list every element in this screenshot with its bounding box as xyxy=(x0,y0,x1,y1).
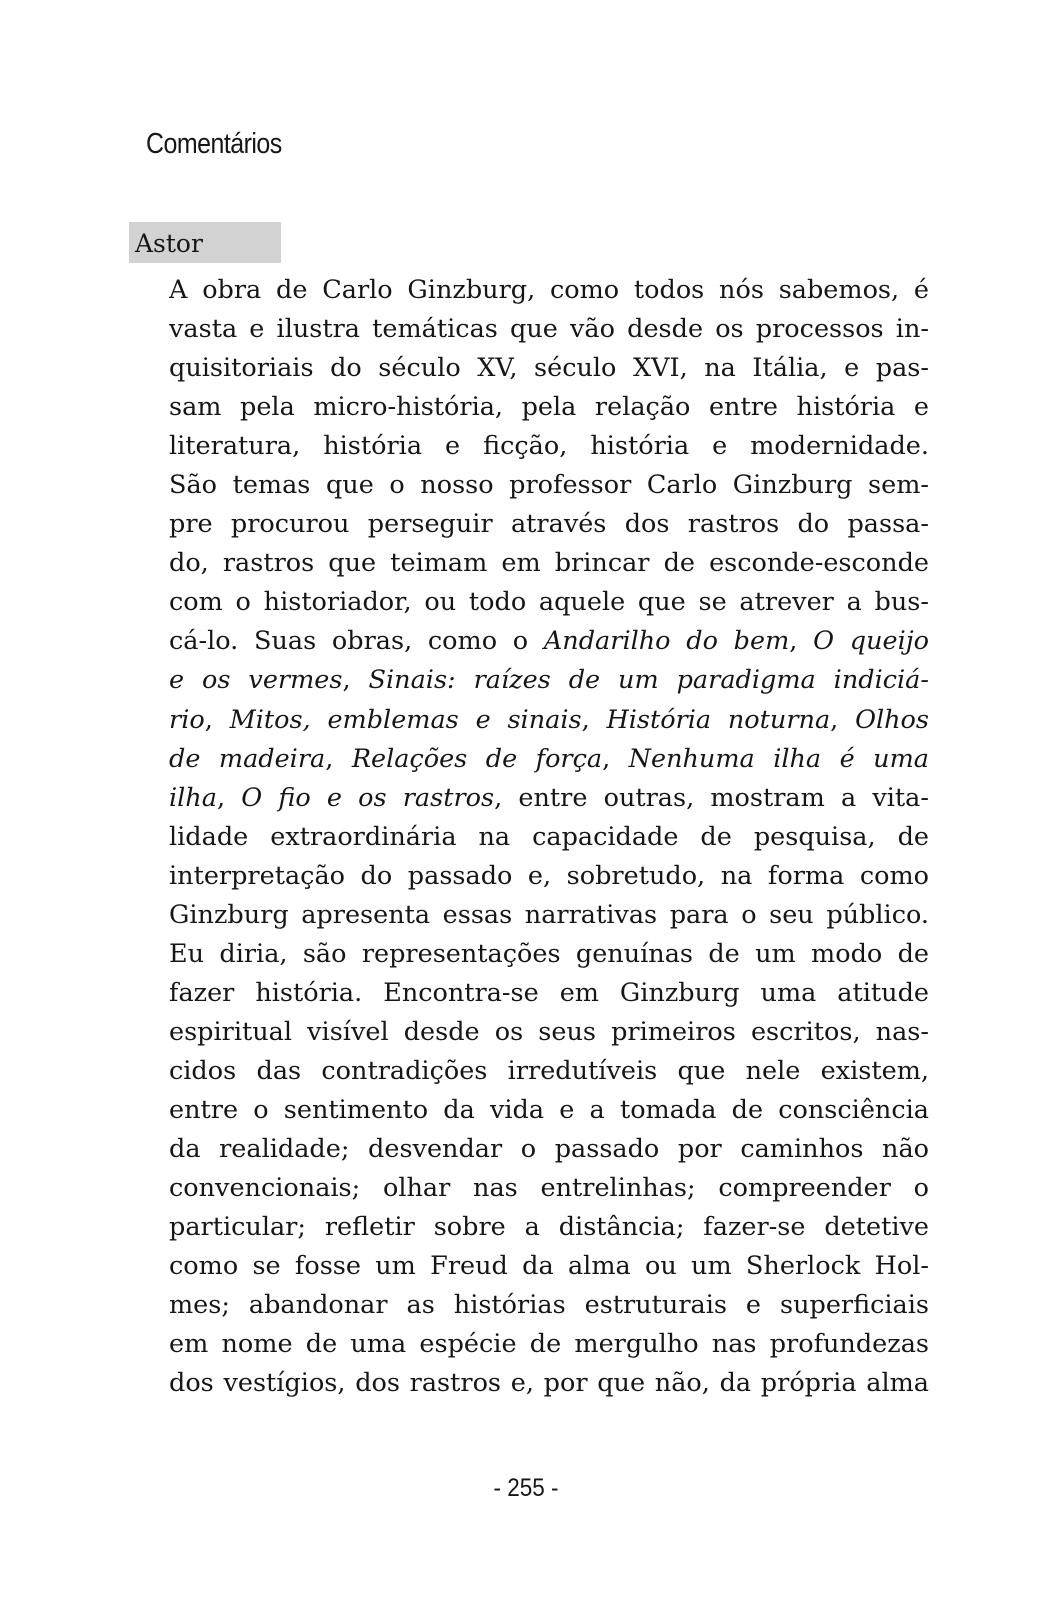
text-line xyxy=(169,271,929,310)
text-line xyxy=(169,740,929,779)
text-line xyxy=(169,779,929,818)
text-run: dos vestígios, dos rastros e, por que não, da própria alma xyxy=(169,1368,929,1399)
text-run: , entre outras, mostram a vita- xyxy=(494,782,929,813)
text-run: sam pela micro-história, pela relação entre história e xyxy=(169,392,929,423)
text-run: fazer história. Encontra-se em Ginzburg uma atitude xyxy=(169,977,929,1008)
text-run: em nome de uma espécie de mergulho nas profundezas xyxy=(169,1329,929,1360)
text-line xyxy=(169,896,929,935)
text-run: do, rastros que teimam em brincar de esconde-esconde xyxy=(169,548,929,579)
text-run: , xyxy=(204,704,230,735)
text-run: cidos das contradições irredutíveis que nele existem, xyxy=(169,1055,929,1086)
body-paragraph xyxy=(169,271,929,1403)
text-line xyxy=(169,701,929,740)
text-line xyxy=(169,1013,929,1052)
text-line xyxy=(169,974,929,1013)
text-run: da realidade; desvendar o passado por caminhos não xyxy=(169,1134,929,1165)
text-run: , xyxy=(342,665,369,696)
text-line xyxy=(169,1052,929,1091)
text-run: espiritual visível desde os seus primeiros escritos, nas- xyxy=(169,1016,929,1047)
italic-title: Nenhuma ilha é uma xyxy=(628,743,929,774)
text-line xyxy=(169,1364,929,1403)
text-run: entre o sentimento da vida e a tomada de consciência xyxy=(169,1094,929,1125)
italic-title: de madeira xyxy=(169,743,326,774)
text-run: São temas que o nosso professor Carlo Ginzburg sem- xyxy=(169,470,929,501)
text-line xyxy=(169,427,929,466)
text-run: , xyxy=(602,743,629,774)
italic-title: Relações de força xyxy=(351,743,603,774)
text-run: lidade extraordinária na capacidade de pesquisa, de xyxy=(169,821,929,852)
italic-title: e os vermes xyxy=(169,665,343,696)
text-line xyxy=(169,1169,929,1208)
text-line xyxy=(169,818,929,857)
text-run: como se fosse um Freud da alma ou um Sherlock Hol- xyxy=(169,1251,929,1282)
text-line xyxy=(169,661,929,700)
text-line xyxy=(169,935,929,974)
page-number: - 255 - xyxy=(493,1474,559,1502)
text-run: A obra de Carlo Ginzburg, como todos nós sabemos, é xyxy=(169,275,929,305)
text-run: quisitoriais do século XV, século XVI, na Itália, e pas- xyxy=(169,353,929,384)
text-line xyxy=(169,388,929,427)
text-run: interpretação do passado e, sobretudo, na forma como xyxy=(169,860,929,891)
text-line xyxy=(169,544,929,583)
italic-title: O fio e os rastros xyxy=(241,782,495,813)
text-run: mes; abandonar as histórias estruturais e superficiais xyxy=(169,1290,929,1321)
text-line xyxy=(169,1091,929,1130)
italic-title: O queijo xyxy=(813,626,929,657)
section-title: Comentários xyxy=(146,128,282,160)
text-line xyxy=(169,1208,929,1247)
text-line xyxy=(169,310,929,349)
text-run: , xyxy=(325,743,352,774)
italic-title: Olhos xyxy=(855,704,929,735)
text-run: Ginzburg apresenta essas narrativas para o seu público. xyxy=(169,899,929,930)
text-line xyxy=(169,583,929,622)
text-run: , xyxy=(789,626,814,657)
text-run: particular; refletir sobre a distância; fazer-se detetive xyxy=(169,1212,929,1243)
text-run: pre procurou perseguir através dos rastros do passa- xyxy=(169,509,929,540)
text-run: convencionais; olhar nas entrelinhas; compreender o xyxy=(169,1173,929,1204)
text-run: vasta e ilustra temáticas que vão desde os processos in- xyxy=(169,314,929,345)
italic-title: Mitos, emblemas e sinais xyxy=(229,704,582,735)
text-run: , xyxy=(216,782,242,813)
text-run: , xyxy=(581,704,607,735)
text-run: Eu diria, são representações genuínas de um modo de xyxy=(169,938,929,969)
text-line xyxy=(169,1325,929,1364)
text-run: cá-lo. Suas obras, como o xyxy=(169,626,544,657)
italic-title: História noturna xyxy=(606,704,831,735)
italic-title: Andarilho do bem xyxy=(543,626,790,657)
italic-title: ilha xyxy=(169,782,217,813)
text-line xyxy=(169,857,929,896)
text-line xyxy=(169,505,929,544)
text-line xyxy=(169,349,929,388)
text-run: com o historiador, ou todo aquele que se atrever a bus- xyxy=(169,587,929,618)
text-run: literatura, história e ficção, história e modernidade. xyxy=(169,431,929,462)
text-line xyxy=(169,622,929,661)
italic-title: rio xyxy=(169,704,205,735)
text-line xyxy=(169,1130,929,1169)
text-line xyxy=(169,466,929,505)
speaker-tag: Astor xyxy=(129,222,281,263)
text-line xyxy=(169,1247,929,1286)
text-run: , xyxy=(830,704,856,735)
text-line xyxy=(169,1286,929,1325)
italic-title: Sinais: raízes de um paradigma indiciá- xyxy=(368,665,929,696)
